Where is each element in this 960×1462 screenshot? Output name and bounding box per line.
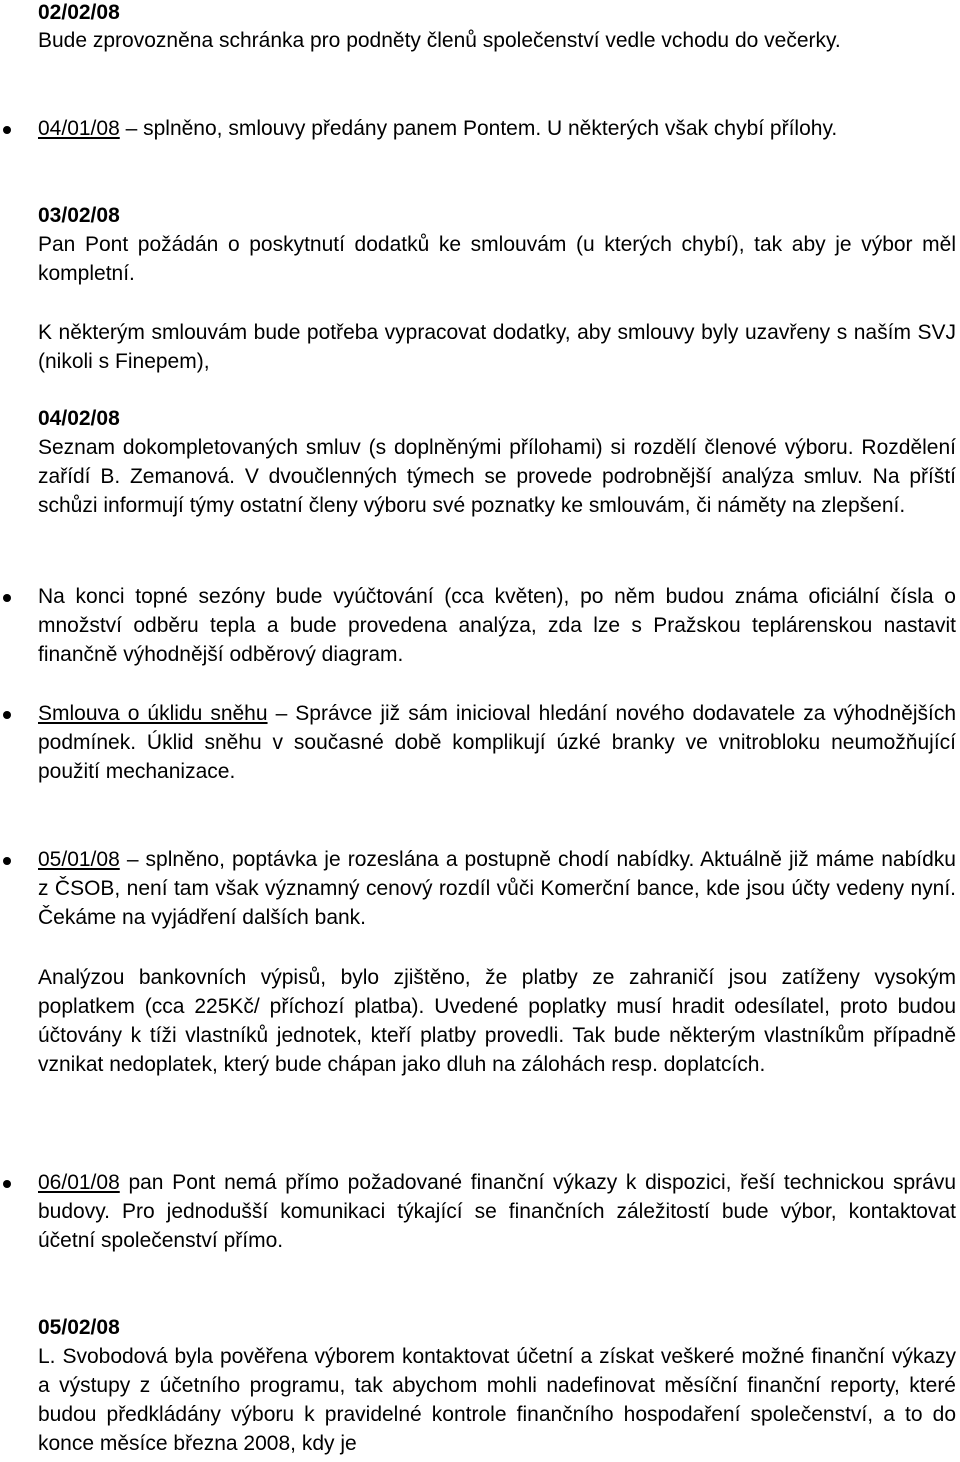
item-date: 05/01/08 [38, 848, 120, 871]
section-date: 02/02/08 [38, 1, 120, 24]
bullet-icon [3, 1180, 11, 1188]
bullet-icon [3, 857, 11, 865]
item-date: 04/01/08 [38, 117, 120, 140]
paragraph: Bude zprovozněna schránka pro podněty členů společenství vedle vchodu do večerky. [38, 29, 841, 52]
paragraph: Seznam dokompletovaných smluv (s doplněnými přílohami) si rozdělí členové výboru. Rozdělení zařídí B. Zemanová. V dvoučlenných týmech se provede podrobnější analýza smluv. Na příští schůzi informují týmy ostatní členy výboru své poznatky ke smlouvám, či náměty na zlepšení. [38, 436, 956, 517]
paragraph: K některým smlouvám bude potřeba vypracovat dodatky, aby smlouvy byly uzavřeny s naším SVJ (nikoli s Finepem), [38, 321, 956, 373]
paragraph: L. Svobodová byla pověřena výborem kontaktovat účetní a získat veškeré možné finanční výkazy a výstupy z účetního programu, tak abychom mohli nadefinovat měsíční finanční reporty, které budou předkládány výboru k pravidelné kontrole finančního hospodaření společenství, a to do konce měsíce března 2008, kdy je [38, 1345, 956, 1455]
list-item [38, 845, 956, 932]
item-text: pan Pont nemá přímo požadované finanční výkazy k dispozici, řeší technickou správu budovy. Pro jednodušší komunikaci týkající se finančních záležitostí bude výbor, kontaktovat účetní společenství přímo. [38, 1171, 956, 1252]
item-title: Smlouva o úklidu sněhu [38, 702, 268, 725]
item-text: – Správce již sám inicioval hledání nového dodavatele za výhodnějších podmínek. Úklid sněhu v současné době komplikují úzké branky ve vnitrobloku neumožňující použití mechanizace. [38, 702, 956, 783]
list-item [38, 699, 956, 786]
list-item [38, 1168, 956, 1255]
section-date: 05/02/08 [38, 1316, 120, 1339]
section-date: 03/02/08 [38, 204, 120, 227]
paragraph: Pan Pont požádán o poskytnutí dodatků ke smlouvám (u kterých chybí), tak aby je výbor měl kompletní. [38, 233, 956, 285]
bullet-icon [3, 711, 11, 719]
list-item [38, 114, 956, 143]
bullet-icon [3, 594, 11, 602]
section-date: 04/02/08 [38, 407, 120, 430]
paragraph: Analýzou bankovních výpisů, bylo zjištěno, že platby ze zahraničí jsou zatíženy vysokým poplatkem (cca 225Kč/ příchozí platba). Uvedené poplatky musí hradit odesílatel, proto budou účtovány k tíži vlastníků jednotek, kteří platby provedli. Tak bude některým vlastníkům případně vznikat nedoplatek, který bude chápan jako dluh na zálohách resp. doplatcích. [38, 966, 956, 1076]
item-date: 06/01/08 [38, 1171, 120, 1194]
item-text: – splněno, poptávka je rozeslána a postupně chodí nabídky. Aktuálně již máme nabídku z ČSOB, není tam však významný cenový rozdíl vůči Komerční bance, kde jsou účty vedeny nyní. Čekáme na vyjádření dalších bank. [38, 848, 956, 929]
bullet-icon [3, 126, 11, 134]
item-text: – splněno, smlouvy předány panem Pontem. U některých však chybí přílohy. [125, 117, 838, 140]
list-item: Na konci topné sezóny bude vyúčtování (cca květen), po něm budou známa oficiální čísla o množství odběru tepla a bude provedena analýza, zda lze s Pražskou teplárenskou nastavit finančně výhodnější odběrový diagram. [38, 585, 956, 666]
